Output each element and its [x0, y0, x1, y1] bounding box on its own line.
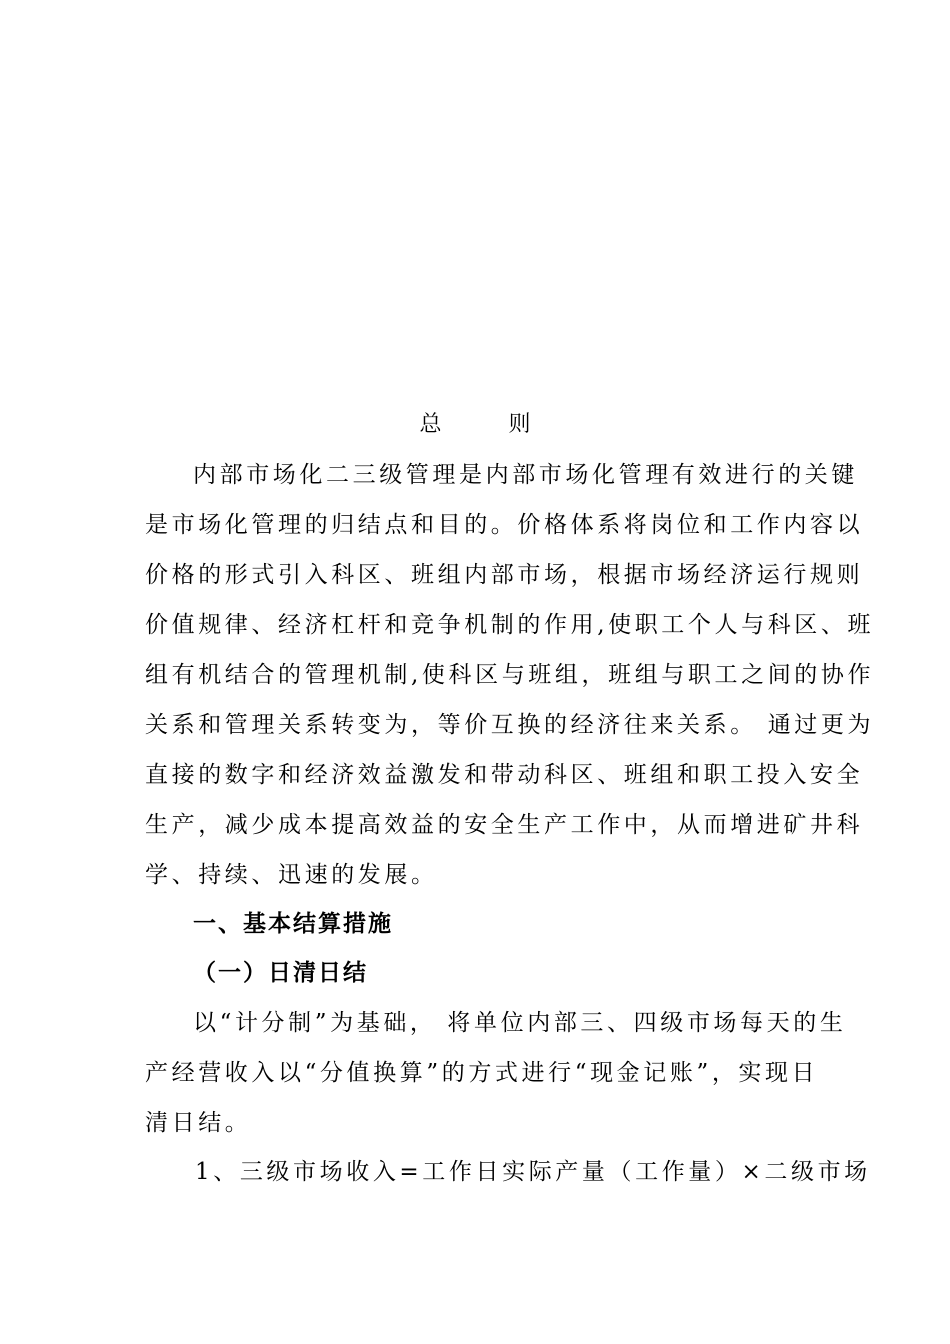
paragraph-line: 直接的数字和经济效益激发和带动科区、班组和职工投入安全: [145, 762, 864, 788]
item-paragraph: [145, 1147, 871, 1197]
subsection-heading: （一）日清日结: [193, 959, 368, 986]
subsection-heading-block: [145, 948, 810, 998]
subsection-paragraph: [145, 998, 847, 1148]
intro-paragraph: [145, 450, 875, 900]
section-heading: 一、基本结算措施: [193, 910, 393, 937]
paragraph-line: 生产，减少成本提高效益的安全生产工作中，从而增进矿井科: [145, 812, 864, 838]
paragraph-line: 清日结。: [145, 1110, 252, 1136]
document-title: 总 则: [419, 412, 561, 437]
paragraph-line: 组有机结合的管理机制,使科区与班组，班组与职工之间的协作: [145, 662, 875, 688]
paragraph-line: 是市场化管理的归结点和目的。价格体系将岗位和工作内容以: [145, 512, 864, 538]
paragraph-line: 价格的形式引入科区、班组内部市场，根据市场经济运行规则: [145, 562, 864, 588]
numbered-item-line: 1、三级市场收入=工作日实际产量（工作量）×二级市场: [195, 1159, 871, 1185]
paragraph-line: 内部市场化二三级管理是内部市场化管理有效进行的关键: [193, 462, 858, 488]
paragraph-line: 学、持续、迅速的发展。: [145, 862, 438, 888]
paragraph-line: 关系和管理关系转变为，等价互换的经济往来关系。 通过更为: [145, 712, 875, 738]
paragraph-line: 价值规律、经济杠杆和竞争机制的作用,使职工个人与科区、班: [145, 612, 875, 638]
section-heading-block: [145, 899, 810, 949]
paragraph-line: 产经营收入以“分值换算”的方式进行“现金记账”，实现日: [145, 1060, 819, 1086]
paragraph-line: 以“计分制”为基础， 将单位内部三、四级市场每天的生: [193, 1010, 847, 1036]
